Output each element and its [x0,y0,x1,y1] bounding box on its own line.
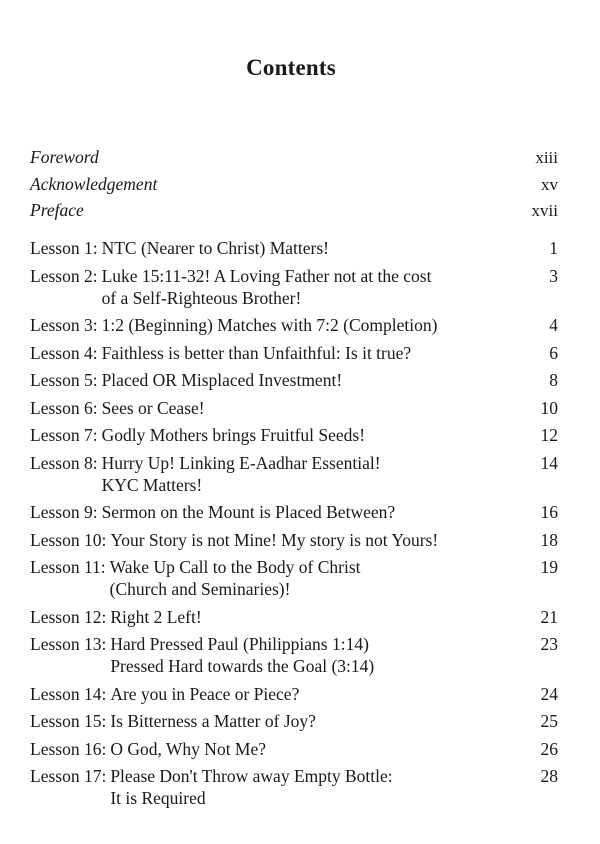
lesson-title-line: Right 2 Left! [110,606,202,627]
lesson-page-number: 1 [549,238,558,258]
lesson-number: Lesson 9: [30,502,98,522]
lesson-page-number: 4 [549,315,558,335]
lesson-entry [30,424,558,446]
lesson-title [98,397,518,419]
lesson-title [98,424,518,446]
lesson-page-number: 6 [549,342,558,363]
lesson-title-line: Pressed Hard towards the Goal (3:14) [110,656,375,676]
lesson-page-number: 28 [540,766,558,786]
lesson-title-line: Is Bitterness a Matter of Joy? [110,711,316,731]
front-matter-list [30,147,558,227]
lesson-number: Lesson 12: [30,606,107,627]
lesson-title [106,683,518,705]
lesson-entry [30,710,558,732]
lesson-entry [30,237,558,259]
lesson-title-line: Sermon on the Mount is Placed Between? [101,502,396,522]
front-matter-label: Foreword [30,147,99,167]
lesson-title-line: Please Don't Throw away Empty Bottle: [110,766,393,786]
lesson-number: Lesson 11: [30,557,106,577]
lesson-number: Lesson 4: [30,342,98,363]
lesson-title-line: Wake Up Call to the Body of Christ [109,557,361,577]
lesson-title [98,237,518,259]
lesson-title-line: KYC Matters! [101,474,203,495]
lesson-number: Lesson 15: [30,711,107,731]
lesson-entry [30,683,558,705]
lesson-page-number: 14 [540,452,558,473]
front-matter-item [30,174,558,201]
lesson-title-line: Hard Pressed Paul (Philippians 1:14) [110,634,369,654]
lesson-title-line: 1:2 (Beginning) Matches with 7:2 (Completion) [101,315,438,335]
lesson-page-number: 25 [540,711,558,731]
lesson-title [106,738,518,760]
lesson-page-number: 16 [540,502,558,522]
lesson-page-number: 21 [540,606,558,627]
lesson-page-number: 12 [540,425,558,445]
lesson-title-line: It is Required [110,788,206,808]
lesson-number: Lesson 17: [30,766,107,786]
lesson-entry [30,556,558,600]
lesson-page-number: 10 [540,397,558,418]
lesson-entry [30,265,558,309]
lesson-title-line: Your Story is not Mine! My story is not Yours! [110,529,439,550]
page-title: Contents [246,55,336,80]
front-matter-page: xiii [535,148,558,167]
lesson-title [98,369,518,391]
lesson-number: Lesson 7: [30,425,98,445]
front-matter-page: xv [541,174,558,194]
lesson-title-line: Faithless is better than Unfaithful: Is it true? [101,342,412,363]
front-matter-item [30,147,558,174]
lesson-title-line: Are you in Peace or Piece? [110,683,300,704]
lesson-title [98,265,518,309]
lesson-entry [30,369,558,391]
front-matter-item [30,200,558,227]
lesson-number: Lesson 14: [30,683,107,704]
front-matter-page: xvii [531,201,558,220]
lesson-page-number: 26 [540,738,558,759]
lesson-page-number: 19 [540,557,558,577]
lesson-title-line: Hurry Up! Linking E-Aadhar Essential! [101,452,381,473]
lesson-title-line: Godly Mothers brings Fruitful Seeds! [101,425,366,445]
lesson-title [106,606,518,628]
lesson-title [106,556,518,600]
lesson-entry [30,738,558,760]
lesson-number: Lesson 8: [30,452,98,473]
lesson-page-number: 3 [549,265,558,286]
lesson-entry [30,342,558,364]
lesson-number: Lesson 10: [30,529,107,550]
lesson-title [106,529,518,551]
lesson-entry [30,397,558,419]
lesson-title-line: O God, Why Not Me? [110,738,267,759]
lesson-title-line: Luke 15:11-32! A Loving Father not at the cost [101,265,432,286]
lesson-title-line: Placed OR Misplaced Investment! [101,370,343,390]
lesson-title [98,501,518,523]
lesson-entry [30,529,558,551]
lesson-title [106,633,518,677]
lesson-title-line: of a Self-Righteous Brother! [101,287,302,308]
lesson-entry [30,633,558,677]
lesson-entry [30,452,558,496]
lesson-entry [30,501,558,523]
lesson-title [98,452,518,496]
front-matter-label: Acknowledgement [30,173,158,194]
lesson-number: Lesson 16: [30,738,107,759]
lesson-title [106,765,518,809]
lesson-page-number: 8 [549,370,558,390]
lesson-number: Lesson 13: [30,634,107,654]
lesson-title [98,314,518,336]
lesson-number: Lesson 3: [30,315,98,335]
lesson-title [98,342,518,364]
lesson-title [106,710,518,732]
lesson-title-line: Sees or Cease! [101,397,205,418]
front-matter-label: Preface [30,200,84,220]
lesson-entry [30,765,558,809]
lesson-page-number: 24 [540,683,558,704]
lesson-number: Lesson 2: [30,265,98,286]
lesson-number: Lesson 5: [30,370,98,390]
lesson-entry [30,314,558,336]
lesson-page-number: 18 [540,529,558,550]
lesson-number: Lesson 1: [30,238,98,258]
lesson-title-line: NTC (Nearer to Christ) Matters! [101,238,330,258]
lesson-list [30,237,558,815]
lesson-page-number: 23 [540,634,558,654]
lesson-title-line: (Church and Seminaries)! [109,579,291,599]
lesson-entry [30,606,558,628]
lesson-number: Lesson 6: [30,397,98,418]
